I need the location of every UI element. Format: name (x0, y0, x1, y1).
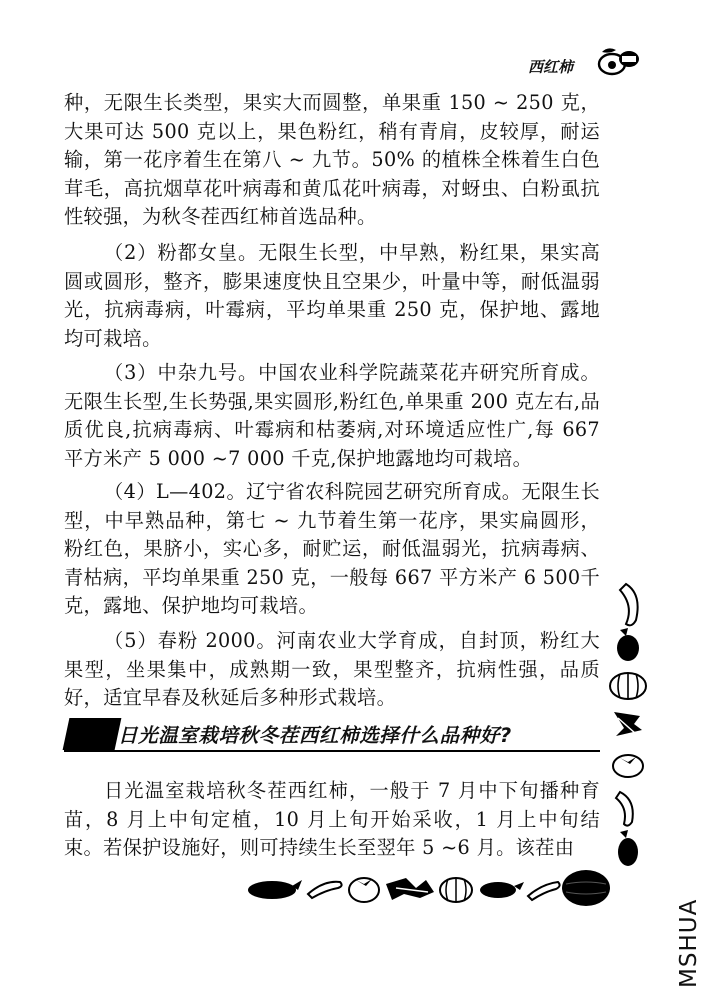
body-paragraph: 种，无限生长类型，果实大而圆整，单果重 150 ~ 250 克，大果可达 500 克以上，果色粉红，稍有青肩，皮较厚，耐运输，第一花序着生在第八 ~ 九节。50% 的植株全株着生白色茸毛，高抗烟草花叶病毒和黄瓜花叶病毒，对蚜虫、白粉虱抗性较强，为秋冬茬西红柿首选品种。 (64, 91, 600, 228)
eggplant-icon (248, 880, 302, 899)
body-paragraph: （3）中杂九号。中国农业科学院蔬菜花卉研究所育成。无限生长型,生长势强,果实圆形,粉红色,单果重 200 克左右,品质优良,抗病毒病、叶霉病和枯萎病,对环境适应性广,每 667 平方米产 5 000 ~7 000 千克,保护地露地均可栽培。 (64, 361, 600, 470)
heading-marker (63, 718, 122, 750)
tomato-icon (613, 755, 643, 777)
leafy-vegetable-icon (614, 712, 642, 736)
pumpkin-icon (440, 878, 472, 902)
vegetable-logo-icon (596, 44, 642, 78)
body-paragraph: （5）春粉 2000。河南农业大学育成，自封顶，粉红大果型，坐果集中，成熟期一致，果型整齐，抗病性强，品质好，适宜早春及秋延后多种形式栽培。 (64, 629, 600, 709)
eggplant-icon (618, 830, 638, 866)
cucumber-icon (620, 584, 638, 625)
question-text: 日光温室栽培秋冬茬西红柿选择什么品种好? (118, 724, 512, 747)
bottom-vegetable-border (240, 862, 612, 910)
tomato-icon (349, 878, 379, 902)
cucumber-icon (616, 792, 633, 826)
body-paragraph: （4）L—402。辽宁省农科院园艺研究所育成。无限生长型，中早熟品种，第七 ~ 九节着生第一花序，果实扁圆形，粉红色，果脐小，实心多，耐贮运，耐低温弱光，抗病毒病、青枯病，平均单果重 250 克，一般每 667 平方米产 6 500千克，露地、保护地均可栽培。 (64, 480, 600, 617)
heading-underline (64, 750, 600, 752)
body-paragraph: 日光温室栽培秋冬茬西红柿，一般于 7 月中下旬播种育苗，8 月上中旬定植，10 月上旬开始采收，1 月上中旬结束。若保护设施好，则可持续生长至翌年 5 ~6 月。该茬由 (64, 779, 600, 859)
watermark: MSHUA (676, 898, 702, 988)
leafy-vegetable-icon (386, 878, 434, 900)
cucumber-icon (528, 882, 560, 900)
pumpkin-icon (610, 673, 646, 699)
side-vegetable-border (606, 578, 652, 874)
running-header-title: 西红柿 (528, 58, 574, 76)
melon-icon (562, 870, 610, 906)
body-paragraph: （2）粉都女皇。无限生长型，中早熟，粉红果，果实高圆或圆形，整齐，膨果速度快且空果少，叶量中等，耐低温弱光，抗病毒病，叶霉病，平均单果重 250 克，保护地、露地均可栽培。 (64, 241, 600, 350)
question-heading (64, 714, 600, 754)
eggplant-icon (617, 628, 639, 661)
cucumber-icon (308, 882, 342, 898)
eggplant-icon (480, 882, 524, 898)
